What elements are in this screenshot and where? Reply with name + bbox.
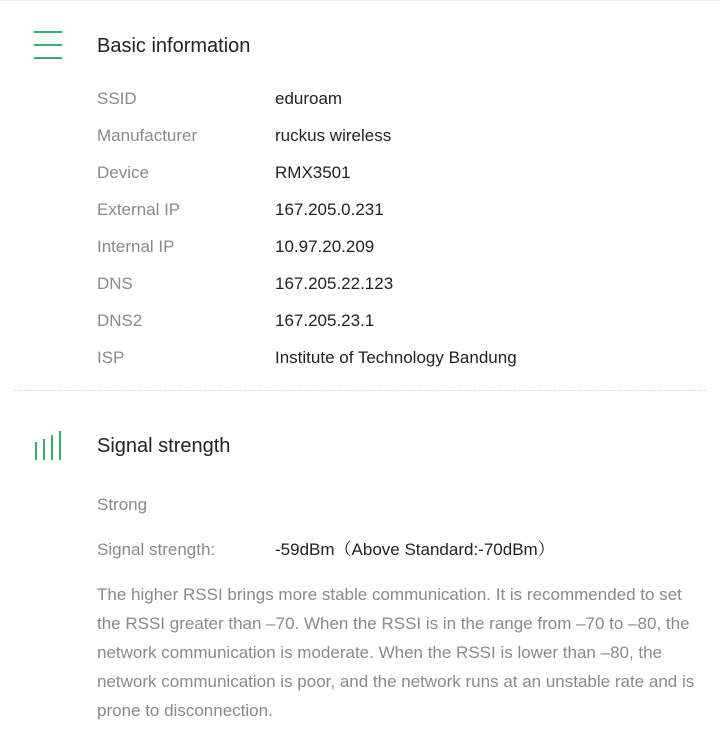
info-row-device (0, 163, 720, 200)
info-row-isp (0, 348, 720, 385)
signal-strength-value: -59dBm（Above Standard:-70dBm） (275, 540, 555, 559)
info-value: eduroam (275, 89, 343, 108)
info-row-manufacturer (0, 126, 720, 163)
info-label: DNS (97, 274, 133, 293)
signal-bars-icon (34, 430, 62, 465)
info-row-external-ip (0, 200, 720, 237)
section-divider (14, 390, 706, 391)
signal-strength-header (0, 428, 720, 468)
basic-info-header (0, 28, 720, 68)
info-value: 167.205.22.123 (275, 274, 394, 293)
signal-strength-label: Signal strength: (97, 540, 216, 559)
info-value: 10.97.20.209 (275, 237, 375, 256)
info-label: Internal IP (97, 237, 175, 256)
top-divider (0, 0, 720, 1)
info-row-dns2 (0, 311, 720, 348)
info-row-ssid (0, 89, 720, 126)
info-value: 167.205.0.231 (275, 200, 384, 219)
info-value: 167.205.23.1 (275, 311, 375, 330)
info-label: Device (97, 163, 149, 182)
info-value: RMX3501 (275, 163, 351, 182)
info-label: ISP (97, 348, 125, 367)
info-label: DNS2 (97, 311, 143, 330)
list-menu-icon (34, 30, 62, 65)
rssi-description: The higher RSSI brings more stable communication. It is recommended to set the RSSI greater than –70. When the RSSI is in the range from –70 to –80, the network communication is moderate. When the RSSI is lower than –80, the network communication is poor, and the network runs at an unstable rate and is prone to disconnection. (97, 585, 695, 720)
info-label: SSID (97, 89, 137, 108)
info-value: ruckus wireless (275, 126, 392, 145)
info-value: Institute of Technology Bandung (275, 348, 517, 367)
info-row-dns (0, 274, 720, 311)
signal-strength-title: Signal strength (97, 435, 231, 457)
basic-info-title: Basic information (97, 35, 251, 57)
info-label: External IP (97, 200, 181, 219)
signal-strength-row (0, 540, 720, 577)
info-row-internal-ip (0, 237, 720, 274)
signal-level-text: Strong (97, 495, 148, 514)
info-label: Manufacturer (97, 126, 198, 145)
